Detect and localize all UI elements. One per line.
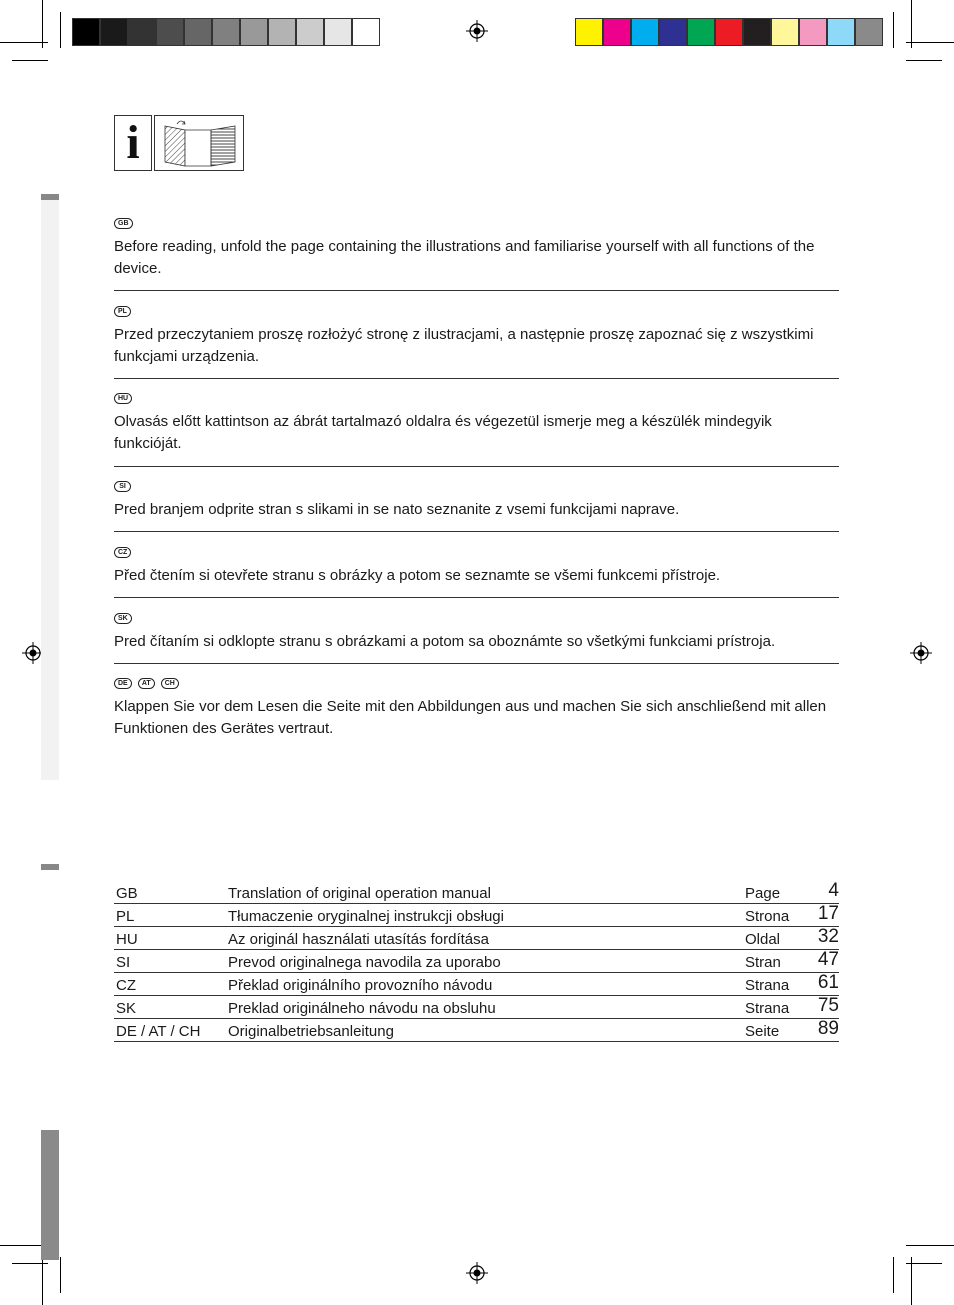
toc-page-number: 75	[817, 995, 839, 1016]
color-swatch	[603, 18, 631, 46]
gray-swatch	[72, 18, 100, 46]
gray-swatch	[240, 18, 268, 46]
toc-language-code: SI	[116, 954, 131, 971]
gray-swatch	[156, 18, 184, 46]
color-swatch	[659, 18, 687, 46]
instruction-block	[114, 481, 839, 521]
color-swatch	[799, 18, 827, 46]
country-code-badges	[114, 306, 839, 320]
color-swatch	[743, 18, 771, 46]
toc-title: Prevod originalnega navodila za uporabo	[228, 954, 501, 971]
toc-row	[114, 1019, 839, 1042]
country-code-badge: HU	[114, 393, 132, 404]
toc-row	[114, 973, 839, 996]
gray-swatch	[184, 18, 212, 46]
toc-row	[114, 950, 839, 973]
country-code-badges	[114, 393, 839, 407]
country-code-badges	[114, 613, 839, 627]
toc-language-code: HU	[116, 931, 138, 948]
toc-page-number: 4	[828, 880, 839, 901]
sidebar-strip	[41, 200, 59, 780]
sidebar-tab-middle	[41, 864, 59, 870]
instruction-block	[114, 218, 839, 280]
toc-title: Tłumaczenie oryginalnej instrukcji obsługi	[228, 908, 504, 925]
registration-mark-bottom	[466, 1262, 488, 1284]
toc-page-label: Strana	[745, 1000, 790, 1017]
country-code-badge: AT	[138, 678, 155, 689]
gray-swatch	[212, 18, 240, 46]
toc-language-code: GB	[116, 885, 138, 902]
toc-page-label: Oldal	[745, 931, 781, 948]
country-code-badge: SK	[114, 613, 132, 624]
info-letter: i	[126, 116, 140, 169]
color-swatch	[631, 18, 659, 46]
toc-language-code: CZ	[116, 977, 136, 994]
toc-page-number: 89	[817, 1018, 839, 1039]
instruction-block	[114, 547, 839, 587]
instruction-text: Olvasás előtt kattintson az ábrát tartalmazó oldalra és végezetül ismerje meg a készülék mindegyik funkcióját.	[114, 413, 772, 452]
country-code-badges	[114, 218, 839, 232]
toc-title: Preklad originálneho návodu na obsluhu	[228, 1000, 496, 1017]
instruction-text: Przed przeczytaniem proszę rozłożyć stronę z ilustracjami, a następnie proszę zapoznać się z wszystkimi funkcjami urządzenia.	[114, 326, 814, 365]
section-divider	[114, 663, 839, 664]
gray-swatch	[128, 18, 156, 46]
toc-page-label: Strona	[745, 908, 790, 925]
country-code-badges	[114, 481, 839, 495]
gray-swatch	[324, 18, 352, 46]
toc-language-code: SK	[116, 1000, 137, 1017]
toc-row	[114, 878, 839, 904]
country-code-badge: GB	[114, 218, 133, 229]
gray-swatch	[352, 18, 380, 46]
section-divider	[114, 597, 839, 598]
toc-page-number: 47	[817, 949, 839, 970]
gray-swatch	[296, 18, 324, 46]
instruction-block	[114, 678, 839, 740]
instruction-block	[114, 613, 839, 653]
toc-title: Originalbetriebsanleitung	[228, 1023, 394, 1040]
instruction-text: Klappen Sie vor dem Lesen die Seite mit den Abbildungen aus und machen Sie sich anschließend mit allen Funktionen des Gerätes vertraut.	[114, 698, 827, 737]
section-divider	[114, 378, 839, 379]
toc-page-number: 17	[817, 903, 839, 924]
country-code-badge: CH	[161, 678, 179, 689]
toc-page-label: Page	[745, 885, 781, 902]
toc-page-label: Stran	[745, 954, 781, 971]
toc-page-label: Seite	[745, 1023, 780, 1040]
registration-mark-top	[466, 20, 488, 42]
country-code-badges	[114, 547, 839, 561]
toc-language-code: DE / AT / CH	[116, 1023, 201, 1040]
section-divider	[114, 466, 839, 467]
instruction-text: Pred čítaním si odklopte stranu s obrázkami a potom sa oboznámte so všetkými funkciami prístroja.	[114, 633, 776, 650]
country-code-badge: CZ	[114, 547, 131, 558]
toc-row	[114, 996, 839, 1019]
instruction-block	[114, 393, 839, 455]
color-swatch	[575, 18, 603, 46]
toc-title: Az originál használati utasítás fordítása	[228, 931, 489, 948]
info-icon	[114, 115, 152, 171]
instruction-text: Pred branjem odprite stran s slikami in se nato seznanite z vsemi funkcijami naprave.	[114, 501, 680, 518]
sidebar-tab-bottom	[41, 1130, 59, 1260]
unfold-page-icon	[154, 115, 244, 171]
instruction-text: Před čtením si otevřete stranu s obrázky a potom se seznamte se všemi funkcemi přístroje.	[114, 567, 721, 584]
country-code-badge: PL	[114, 306, 131, 317]
registration-mark-right	[910, 642, 932, 664]
country-code-badge: DE	[114, 678, 132, 689]
table-of-contents	[114, 878, 839, 1042]
toc-title: Translation of original operation manual	[228, 885, 491, 902]
section-divider	[114, 531, 839, 532]
instruction-block	[114, 306, 839, 368]
color-swatch	[855, 18, 883, 46]
country-code-badges	[114, 678, 839, 692]
country-code-badge: SI	[114, 481, 131, 492]
color-swatch	[771, 18, 799, 46]
gray-swatch	[100, 18, 128, 46]
toc-language-code: PL	[116, 908, 135, 925]
color-swatch	[715, 18, 743, 46]
toc-page-number: 32	[817, 926, 839, 947]
color-swatch	[687, 18, 715, 46]
sidebar-tab-top	[41, 194, 59, 200]
toc-row	[114, 904, 839, 927]
section-divider	[114, 290, 839, 291]
toc-page-number: 61	[817, 972, 839, 993]
toc-title: Překlad originálního provozního návodu	[228, 977, 493, 994]
color-swatch	[827, 18, 855, 46]
gray-swatch	[268, 18, 296, 46]
instruction-text: Before reading, unfold the page containing the illustrations and familiarise yourself with all functions of the device.	[114, 238, 815, 277]
toc-page-label: Strana	[745, 977, 790, 994]
toc-row	[114, 927, 839, 950]
